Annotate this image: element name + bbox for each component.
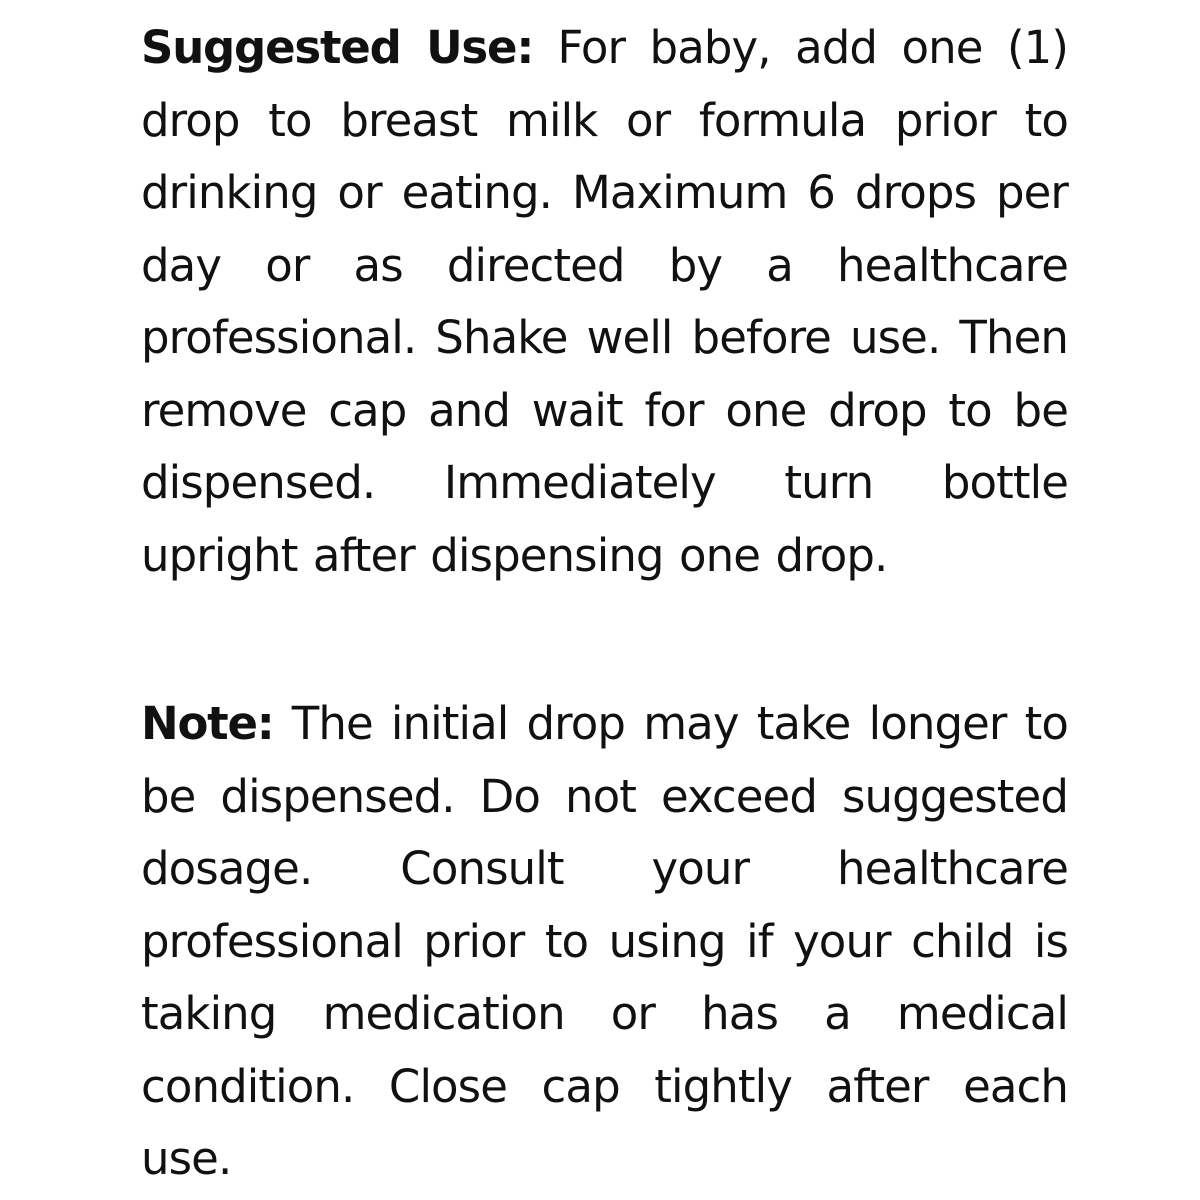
note-heading: Note: bbox=[141, 697, 274, 750]
suggested-use-heading: Suggested Use: bbox=[141, 21, 534, 74]
suggested-use-body: For baby, add one (1) drop to breast milk or formula prior to drinking or eating. Maximum 6 drops per day or as directed by a healthcare professional. Shake well before use. Then remove cap and wait for one drop to be dispensed. Immediately turn bottle upright after dispensing one drop. bbox=[141, 21, 1068, 582]
note-paragraph bbox=[141, 688, 1068, 1196]
label-text-panel bbox=[141, 12, 1068, 1196]
note-body: The initial drop may take longer to be dispensed. Do not exceed suggested dosage. Consult your healthcare professional prior to using if your child is taking medication or has a medical condition. Close cap tightly after each use. bbox=[141, 697, 1069, 1185]
suggested-use-paragraph bbox=[141, 12, 1068, 592]
